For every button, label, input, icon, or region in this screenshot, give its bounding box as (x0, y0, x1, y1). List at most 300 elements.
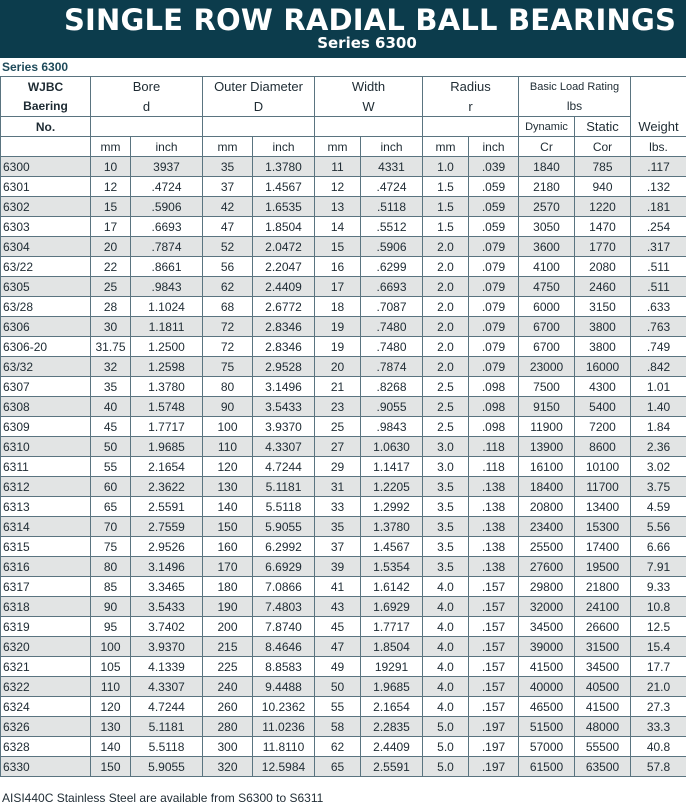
cell-weight-lbs: .511 (631, 277, 686, 297)
cell-weight-lbs: 10.8 (631, 597, 686, 617)
cell-radius-inch: .138 (469, 517, 519, 537)
cell-od-mm: 320 (203, 757, 253, 777)
cell-bore-mm: 30 (91, 317, 131, 337)
cell-weight-lbs: 1.01 (631, 377, 686, 397)
cell-od-mm: 37 (203, 177, 253, 197)
cell-radius-inch: .157 (469, 677, 519, 697)
cell-bore-mm: 100 (91, 637, 131, 657)
cell-bore-inch: .6693 (131, 217, 203, 237)
cell-od-inch: 1.8504 (253, 217, 315, 237)
cell-bore-inch: 1.1024 (131, 297, 203, 317)
table-row (1, 157, 686, 177)
table-row (1, 297, 686, 317)
cell-width-inch: .5118 (361, 197, 423, 217)
cell-width-mm: 15 (315, 237, 361, 257)
cell-bore-inch: 1.3780 (131, 377, 203, 397)
cell-dynamic-cr: 34500 (519, 617, 575, 637)
cell-od-mm: 130 (203, 477, 253, 497)
cell-static-cor: 2080 (575, 257, 631, 277)
cell-radius-mm: 2.0 (423, 297, 469, 317)
cell-bore-mm: 28 (91, 297, 131, 317)
cell-static-cor: 24100 (575, 597, 631, 617)
cell-width-mm: 12 (315, 177, 361, 197)
table-row (1, 377, 686, 397)
cell-weight-lbs: .254 (631, 217, 686, 237)
cell-radius-inch: .059 (469, 217, 519, 237)
cell-bore-inch: 1.5748 (131, 397, 203, 417)
cell-bore-mm: 17 (91, 217, 131, 237)
cell-width-mm: 27 (315, 437, 361, 457)
cell-width-inch: .4724 (361, 177, 423, 197)
cell-static-cor: 5400 (575, 397, 631, 417)
cell-bore-mm: 35 (91, 377, 131, 397)
table-row (1, 637, 686, 657)
cell-bore-mm: 32 (91, 357, 131, 377)
cell-dynamic-cr: 40000 (519, 677, 575, 697)
cell-bore-inch: .7874 (131, 237, 203, 257)
table-row (1, 617, 686, 637)
table-row (1, 337, 686, 357)
cell-width-mm: 50 (315, 677, 361, 697)
cell-part-number: 6306-20 (1, 337, 91, 357)
header-bore-blank (91, 117, 203, 137)
cell-bore-inch: 1.2500 (131, 337, 203, 357)
cell-bore-mm: 10 (91, 157, 131, 177)
cell-static-cor: 34500 (575, 657, 631, 677)
cell-weight-lbs: .317 (631, 237, 686, 257)
cell-od-mm: 75 (203, 357, 253, 377)
cell-bore-mm: 40 (91, 397, 131, 417)
table-row (1, 237, 686, 257)
cell-part-number: 6304 (1, 237, 91, 257)
cell-dynamic-cr: 20800 (519, 497, 575, 517)
cell-radius-mm: 5.0 (423, 737, 469, 757)
cell-radius-inch: .079 (469, 277, 519, 297)
cell-radius-mm: 1.0 (423, 157, 469, 177)
cell-bore-mm: 80 (91, 557, 131, 577)
header-no: No. (1, 117, 91, 137)
header-width-symbol: W (315, 97, 423, 117)
cell-width-inch: .5512 (361, 217, 423, 237)
cell-width-mm: 31 (315, 477, 361, 497)
cell-weight-lbs: 33.3 (631, 717, 686, 737)
cell-dynamic-cr: 6000 (519, 297, 575, 317)
cell-width-inch: .8268 (361, 377, 423, 397)
table-row (1, 717, 686, 737)
cell-weight-lbs: 1.40 (631, 397, 686, 417)
cell-od-mm: 56 (203, 257, 253, 277)
cell-dynamic-cr: 11900 (519, 417, 575, 437)
cell-static-cor: 3800 (575, 337, 631, 357)
cell-od-inch: 3.1496 (253, 377, 315, 397)
cell-width-inch: 1.0630 (361, 437, 423, 457)
cell-bore-inch: 3.7402 (131, 617, 203, 637)
cell-bore-mm: 105 (91, 657, 131, 677)
cell-static-cor: 1470 (575, 217, 631, 237)
cell-weight-lbs: 27.3 (631, 697, 686, 717)
cell-bore-inch: 4.7244 (131, 697, 203, 717)
cell-static-cor: 17400 (575, 537, 631, 557)
cell-od-inch: 3.9370 (253, 417, 315, 437)
cell-bore-mm: 60 (91, 477, 131, 497)
cell-width-mm: 18 (315, 297, 361, 317)
cell-width-mm: 23 (315, 397, 361, 417)
cell-bore-inch: 2.9526 (131, 537, 203, 557)
cell-od-inch: 12.5984 (253, 757, 315, 777)
cell-radius-mm: 4.0 (423, 597, 469, 617)
table-row (1, 517, 686, 537)
cell-radius-mm: 5.0 (423, 757, 469, 777)
series-label: Series 6300 (2, 60, 69, 74)
table-row (1, 677, 686, 697)
cell-part-number: 6314 (1, 517, 91, 537)
header-lbs: lbs. (631, 137, 686, 157)
cell-width-mm: 21 (315, 377, 361, 397)
cell-od-inch: 5.5118 (253, 497, 315, 517)
cell-radius-inch: .079 (469, 317, 519, 337)
header-cr: Cr (519, 137, 575, 157)
cell-od-mm: 180 (203, 577, 253, 597)
cell-dynamic-cr: 13900 (519, 437, 575, 457)
cell-radius-mm: 3.0 (423, 457, 469, 477)
cell-dynamic-cr: 6700 (519, 317, 575, 337)
header-load-unit: lbs (519, 97, 631, 117)
cell-weight-lbs: 3.75 (631, 477, 686, 497)
cell-od-inch: 2.8346 (253, 337, 315, 357)
cell-bore-mm: 110 (91, 677, 131, 697)
cell-width-mm: 11 (315, 157, 361, 177)
cell-part-number: 6307 (1, 377, 91, 397)
cell-bore-mm: 12 (91, 177, 131, 197)
table-row (1, 657, 686, 677)
cell-static-cor: 41500 (575, 697, 631, 717)
cell-bore-inch: .8661 (131, 257, 203, 277)
cell-radius-inch: .079 (469, 257, 519, 277)
page-title: SINGLE ROW RADIAL BALL BEARINGS (63, 3, 677, 37)
cell-static-cor: 8600 (575, 437, 631, 457)
cell-bore-inch: 1.1811 (131, 317, 203, 337)
cell-static-cor: 1220 (575, 197, 631, 217)
cell-od-mm: 47 (203, 217, 253, 237)
cell-static-cor: 3800 (575, 317, 631, 337)
cell-part-number: 6313 (1, 497, 91, 517)
table-body (1, 157, 686, 777)
cell-radius-inch: .059 (469, 177, 519, 197)
cell-od-inch: 2.0472 (253, 237, 315, 257)
cell-bore-mm: 130 (91, 717, 131, 737)
header-static: Static (575, 117, 631, 137)
cell-width-mm: 43 (315, 597, 361, 617)
cell-radius-mm: 5.0 (423, 717, 469, 737)
cell-od-inch: 2.9528 (253, 357, 315, 377)
table-row (1, 697, 686, 717)
cell-radius-mm: 3.5 (423, 557, 469, 577)
cell-weight-lbs: .842 (631, 357, 686, 377)
header-od-inch: inch (253, 137, 315, 157)
cell-bore-inch: 2.5591 (131, 497, 203, 517)
cell-radius-mm: 2.0 (423, 317, 469, 337)
cell-weight-lbs: .132 (631, 177, 686, 197)
cell-width-inch: .9055 (361, 397, 423, 417)
cell-width-inch: 2.1654 (361, 697, 423, 717)
cell-width-inch: 4331 (361, 157, 423, 177)
cell-bore-inch: .4724 (131, 177, 203, 197)
cell-weight-lbs: 40.8 (631, 737, 686, 757)
header-bore-mm: mm (91, 137, 131, 157)
cell-od-inch: 7.0866 (253, 577, 315, 597)
cell-width-inch: 1.6929 (361, 597, 423, 617)
cell-radius-inch: .157 (469, 657, 519, 677)
cell-od-mm: 80 (203, 377, 253, 397)
cell-width-mm: 55 (315, 697, 361, 717)
table-header (1, 77, 686, 157)
cell-radius-inch: .157 (469, 577, 519, 597)
cell-part-number: 6300 (1, 157, 91, 177)
table-row (1, 357, 686, 377)
cell-dynamic-cr: 23400 (519, 517, 575, 537)
cell-radius-inch: .197 (469, 737, 519, 757)
cell-od-inch: 1.6535 (253, 197, 315, 217)
cell-part-number: 6302 (1, 197, 91, 217)
header-od-blank (203, 117, 315, 137)
cell-static-cor: 7200 (575, 417, 631, 437)
cell-bore-mm: 140 (91, 737, 131, 757)
cell-weight-lbs: .117 (631, 157, 686, 177)
cell-od-inch: 5.9055 (253, 517, 315, 537)
cell-radius-mm: 4.0 (423, 697, 469, 717)
cell-width-mm: 62 (315, 737, 361, 757)
cell-width-inch: 1.5354 (361, 557, 423, 577)
cell-radius-inch: .157 (469, 697, 519, 717)
table-row (1, 477, 686, 497)
cell-od-inch: 9.4488 (253, 677, 315, 697)
cell-od-inch: 2.2047 (253, 257, 315, 277)
cell-radius-mm: 3.5 (423, 517, 469, 537)
cell-od-mm: 260 (203, 697, 253, 717)
cell-dynamic-cr: 16100 (519, 457, 575, 477)
cell-part-number: 6308 (1, 397, 91, 417)
cell-bore-mm: 45 (91, 417, 131, 437)
cell-bore-mm: 90 (91, 597, 131, 617)
cell-width-inch: 1.7717 (361, 617, 423, 637)
cell-od-mm: 215 (203, 637, 253, 657)
cell-radius-mm: 3.5 (423, 477, 469, 497)
cell-part-number: 63/22 (1, 257, 91, 277)
cell-dynamic-cr: 2180 (519, 177, 575, 197)
cell-od-inch: 11.0236 (253, 717, 315, 737)
cell-static-cor: 63500 (575, 757, 631, 777)
cell-width-mm: 45 (315, 617, 361, 637)
cell-static-cor: 26600 (575, 617, 631, 637)
cell-weight-lbs: .633 (631, 297, 686, 317)
table-row (1, 397, 686, 417)
header-weight: Weight (631, 117, 686, 137)
cell-radius-inch: .098 (469, 377, 519, 397)
cell-dynamic-cr: 9150 (519, 397, 575, 417)
cell-radius-inch: .079 (469, 337, 519, 357)
cell-weight-lbs: .181 (631, 197, 686, 217)
cell-radius-inch: .118 (469, 437, 519, 457)
cell-od-inch: 7.8740 (253, 617, 315, 637)
header-basic-load-rating: Basic Load Rating (519, 77, 631, 97)
cell-radius-inch: .138 (469, 477, 519, 497)
header-bore-inch: inch (131, 137, 203, 157)
cell-weight-lbs: 17.7 (631, 657, 686, 677)
cell-dynamic-cr: 6700 (519, 337, 575, 357)
cell-radius-mm: 2.5 (423, 377, 469, 397)
table-row (1, 537, 686, 557)
cell-width-inch: 2.2835 (361, 717, 423, 737)
header-width-mm: mm (315, 137, 361, 157)
cell-width-inch: .7480 (361, 317, 423, 337)
table-row (1, 417, 686, 437)
cell-radius-mm: 4.0 (423, 617, 469, 637)
cell-part-number: 6301 (1, 177, 91, 197)
cell-width-mm: 49 (315, 657, 361, 677)
cell-radius-inch: .079 (469, 297, 519, 317)
cell-width-mm: 65 (315, 757, 361, 777)
header-width-inch: inch (361, 137, 423, 157)
cell-weight-lbs: 1.84 (631, 417, 686, 437)
cell-radius-mm: 2.0 (423, 237, 469, 257)
cell-radius-mm: 1.5 (423, 197, 469, 217)
cell-od-mm: 200 (203, 617, 253, 637)
cell-radius-inch: .138 (469, 497, 519, 517)
cell-od-mm: 300 (203, 737, 253, 757)
cell-part-number: 6312 (1, 477, 91, 497)
cell-bore-inch: 2.3622 (131, 477, 203, 497)
cell-dynamic-cr: 4100 (519, 257, 575, 277)
cell-weight-lbs: 9.33 (631, 577, 686, 597)
cell-od-mm: 100 (203, 417, 253, 437)
cell-od-mm: 280 (203, 717, 253, 737)
cell-radius-mm: 1.5 (423, 217, 469, 237)
cell-radius-inch: .059 (469, 197, 519, 217)
cell-radius-mm: 4.0 (423, 577, 469, 597)
cell-od-inch: 1.4567 (253, 177, 315, 197)
cell-width-mm: 29 (315, 457, 361, 477)
cell-width-inch: .6299 (361, 257, 423, 277)
cell-static-cor: 31500 (575, 637, 631, 657)
table-row (1, 597, 686, 617)
cell-dynamic-cr: 7500 (519, 377, 575, 397)
cell-bore-mm: 20 (91, 237, 131, 257)
cell-static-cor: 48000 (575, 717, 631, 737)
cell-bore-inch: 3.1496 (131, 557, 203, 577)
cell-static-cor: 785 (575, 157, 631, 177)
cell-part-number: 6303 (1, 217, 91, 237)
cell-bore-mm: 50 (91, 437, 131, 457)
cell-bore-inch: .9843 (131, 277, 203, 297)
cell-bore-mm: 15 (91, 197, 131, 217)
cell-width-inch: 1.2205 (361, 477, 423, 497)
cell-dynamic-cr: 57000 (519, 737, 575, 757)
cell-width-inch: 1.6142 (361, 577, 423, 597)
cell-bore-inch: 5.9055 (131, 757, 203, 777)
cell-part-number: 6309 (1, 417, 91, 437)
header-radius: Radius (423, 77, 519, 97)
cell-radius-inch: .197 (469, 757, 519, 777)
cell-dynamic-cr: 61500 (519, 757, 575, 777)
table-row (1, 497, 686, 517)
table-row (1, 277, 686, 297)
cell-radius-inch: .079 (469, 357, 519, 377)
cell-part-number: 6315 (1, 537, 91, 557)
cell-static-cor: 40500 (575, 677, 631, 697)
cell-dynamic-cr: 29800 (519, 577, 575, 597)
cell-od-inch: 3.5433 (253, 397, 315, 417)
table-row (1, 257, 686, 277)
cell-radius-mm: 2.5 (423, 417, 469, 437)
cell-bore-mm: 55 (91, 457, 131, 477)
cell-od-mm: 35 (203, 157, 253, 177)
cell-width-mm: 39 (315, 557, 361, 577)
cell-part-number: 6316 (1, 557, 91, 577)
cell-static-cor: 940 (575, 177, 631, 197)
cell-dynamic-cr: 3050 (519, 217, 575, 237)
cell-part-number: 6322 (1, 677, 91, 697)
cell-radius-mm: 3.0 (423, 437, 469, 457)
cell-bore-inch: 5.1181 (131, 717, 203, 737)
cell-width-inch: 1.3780 (361, 517, 423, 537)
header-outer-diameter: Outer Diameter (203, 77, 315, 97)
cell-width-mm: 17 (315, 277, 361, 297)
cell-width-mm: 58 (315, 717, 361, 737)
header-bore: Bore (91, 77, 203, 97)
cell-radius-inch: .138 (469, 537, 519, 557)
cell-bore-inch: 2.1654 (131, 457, 203, 477)
cell-width-inch: 1.4567 (361, 537, 423, 557)
cell-bore-mm: 150 (91, 757, 131, 777)
cell-dynamic-cr: 18400 (519, 477, 575, 497)
cell-weight-lbs: 3.02 (631, 457, 686, 477)
cell-dynamic-cr: 4750 (519, 277, 575, 297)
cell-weight-lbs: 4.59 (631, 497, 686, 517)
cell-od-mm: 68 (203, 297, 253, 317)
header-dynamic: Dynamic (519, 117, 575, 137)
cell-bore-mm: 75 (91, 537, 131, 557)
cell-od-mm: 190 (203, 597, 253, 617)
cell-od-inch: 10.2362 (253, 697, 315, 717)
cell-bore-inch: 4.1339 (131, 657, 203, 677)
cell-static-cor: 13400 (575, 497, 631, 517)
cell-width-inch: 2.5591 (361, 757, 423, 777)
cell-weight-lbs: 2.36 (631, 437, 686, 457)
cell-width-inch: .7087 (361, 297, 423, 317)
cell-radius-mm: 2.5 (423, 397, 469, 417)
cell-static-cor: 55500 (575, 737, 631, 757)
cell-width-mm: 47 (315, 637, 361, 657)
cell-bore-mm: 22 (91, 257, 131, 277)
cell-width-inch: .9843 (361, 417, 423, 437)
cell-od-mm: 110 (203, 437, 253, 457)
cell-bore-mm: 25 (91, 277, 131, 297)
cell-width-mm: 33 (315, 497, 361, 517)
cell-radius-mm: 4.0 (423, 657, 469, 677)
cell-dynamic-cr: 32000 (519, 597, 575, 617)
table-row (1, 177, 686, 197)
header-no-blank (1, 137, 91, 157)
cell-od-mm: 120 (203, 457, 253, 477)
cell-part-number: 63/32 (1, 357, 91, 377)
cell-radius-mm: 4.0 (423, 637, 469, 657)
cell-weight-lbs: .511 (631, 257, 686, 277)
cell-static-cor: 4300 (575, 377, 631, 397)
header-radius-symbol: r (423, 97, 519, 117)
cell-static-cor: 16000 (575, 357, 631, 377)
cell-radius-mm: 1.5 (423, 177, 469, 197)
cell-static-cor: 3150 (575, 297, 631, 317)
